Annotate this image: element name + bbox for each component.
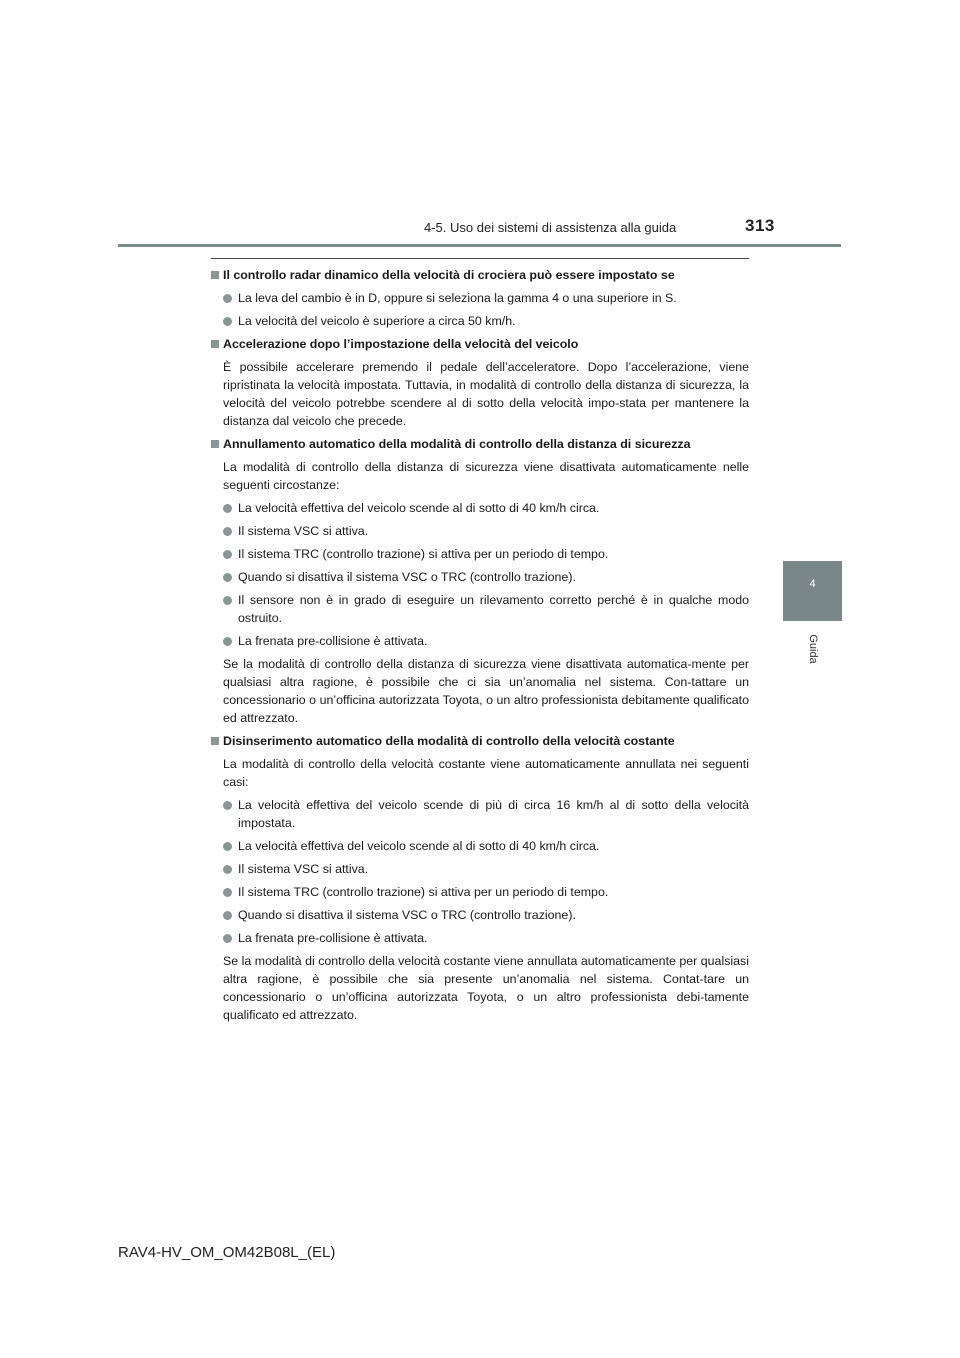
list-item: La frenata pre-collisione è attivata. <box>211 632 749 650</box>
list-item: Il sistema VSC si attiva. <box>211 522 749 540</box>
list-item: La velocità effettiva del veicolo scende al di sotto di 40 km/h circa. <box>211 499 749 517</box>
chapter-tab-label <box>783 621 842 681</box>
square-bullet-icon <box>211 340 219 348</box>
circle-bullet-icon <box>223 842 232 851</box>
circle-bullet-icon <box>223 504 232 513</box>
list-item: La leva del cambio è in D, oppure si seleziona la gamma 4 o una superiore in S. <box>211 289 749 307</box>
paragraph: Se la modalità di controllo della distanza di sicurezza viene disattivata automatica-mente per qualsiasi altra ragione, è possibile che ci sia un’anomalia nel sistema. Con-tattare un concessionario o un’officina autorizzata Toyota, o un altro professionista debitamente qualificato ed attrezzato. <box>223 657 749 725</box>
section-heading: Annullamento automatico della modalità di controllo della distanza di sicurezza <box>211 435 749 453</box>
circle-bullet-icon <box>223 888 232 897</box>
page-number: 313 <box>745 216 775 235</box>
document-code: RAV4-HV_OM_OM42B08L_(EL) <box>118 1244 336 1261</box>
list-item: Il sensore non è in grado di eseguire un rilevamento corretto perché è in qualche modo ostruito. <box>211 591 749 627</box>
paragraph: La modalità di controllo della distanza di sicurezza viene disattivata automaticamente nelle seguenti circostanze: <box>223 460 749 492</box>
circle-bullet-icon <box>223 865 232 874</box>
circle-bullet-icon <box>223 294 232 303</box>
square-bullet-icon <box>211 737 219 745</box>
circle-bullet-icon <box>223 911 232 920</box>
square-bullet-icon <box>211 271 219 279</box>
circle-bullet-icon <box>223 573 232 582</box>
section-heading: Il controllo radar dinamico della velocità di crociera può essere impostato se <box>211 266 749 284</box>
header-section-title: 4-5. Uso dei sistemi di assistenza alla guida <box>424 220 677 235</box>
chapter-tab-number: 4 <box>783 561 842 621</box>
paragraph: La modalità di controllo della velocità costante viene automaticamente annullata nei seguenti casi: <box>223 757 749 789</box>
header-rule <box>118 244 841 247</box>
circle-bullet-icon <box>223 801 232 810</box>
chapter-tab-label-text: Guida <box>806 634 819 664</box>
list-item: Il sistema TRC (controllo trazione) si attiva per un periodo di tempo. <box>211 883 749 901</box>
list-item: La velocità effettiva del veicolo scende di più di circa 16 km/h al di sotto della velocità impostata. <box>211 796 749 832</box>
list-item: La velocità effettiva del veicolo scende al di sotto di 40 km/h circa. <box>211 837 749 855</box>
circle-bullet-icon <box>223 527 232 536</box>
list-item: La frenata pre-collisione è attivata. <box>211 929 749 947</box>
section-divider <box>211 258 749 259</box>
paragraph: Se la modalità di controllo della velocità costante viene annullata automaticamente per qualsiasi altra ragione, è possibile che sia presente un’anomalia nel sistema. Contat-tare un concessionario o un’officina autorizzata Toyota, o un altro professionista debi-tamente qualificato ed attrezzato. <box>223 954 749 1022</box>
square-bullet-icon <box>211 440 219 448</box>
list-item: Quando si disattiva il sistema VSC o TRC (controllo trazione). <box>211 906 749 924</box>
circle-bullet-icon <box>223 637 232 646</box>
circle-bullet-icon <box>223 934 232 943</box>
section-heading: Accelerazione dopo l’impostazione della velocità del veicolo <box>211 335 749 353</box>
list-item: Quando si disattiva il sistema VSC o TRC (controllo trazione). <box>211 568 749 586</box>
circle-bullet-icon <box>223 550 232 559</box>
list-item: La velocità del veicolo è superiore a circa 50 km/h. <box>211 312 749 330</box>
list-item: Il sistema VSC si attiva. <box>211 860 749 878</box>
circle-bullet-icon <box>223 317 232 326</box>
paragraph: È possibile accelerare premendo il pedale dell’acceleratore. Dopo l’accelerazione, viene ripristinata la velocità impostata. Tuttavia, in modalità di controllo della distanza di sicurezza, la velocità del veicolo potrebbe scendere al di sotto della velocità impo-stata per mantenere la distanza dal veicolo che precede. <box>223 360 749 428</box>
section-heading: Disinserimento automatico della modalità di controllo della velocità costante <box>211 732 749 750</box>
main-content <box>211 266 749 1029</box>
circle-bullet-icon <box>223 596 232 605</box>
list-item: Il sistema TRC (controllo trazione) si attiva per un periodo di tempo. <box>211 545 749 563</box>
